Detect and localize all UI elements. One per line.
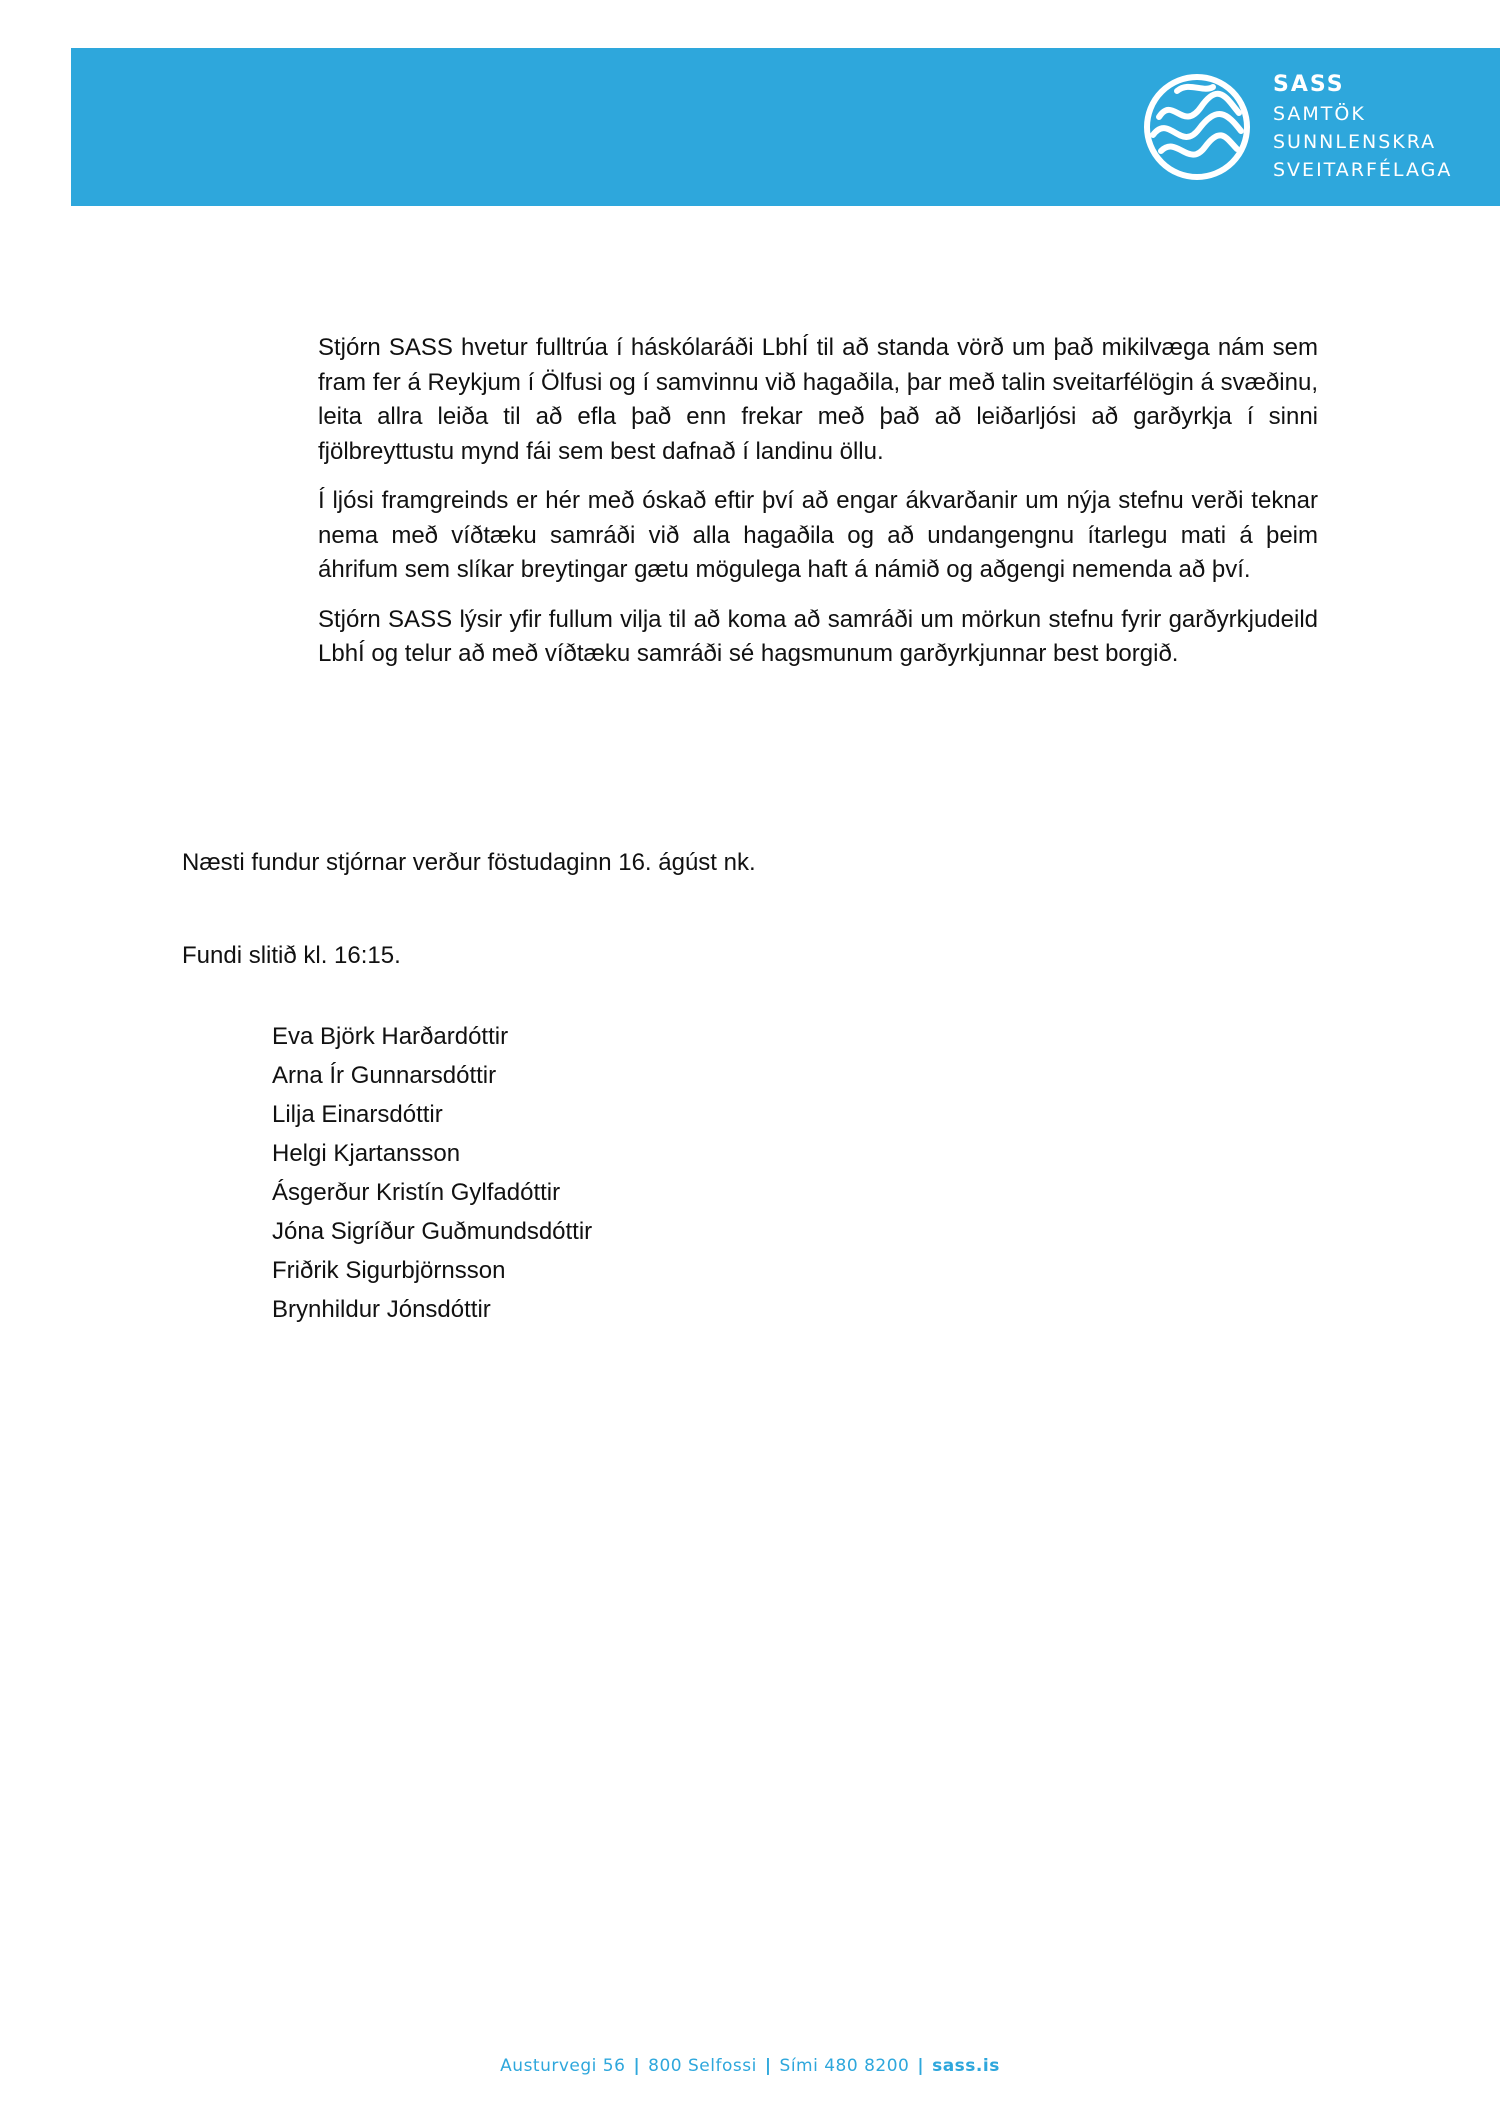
attendee-name: Friðrik Sigurbjörnsson [272, 1257, 506, 1284]
footer-website: sass.is [932, 2056, 1000, 2076]
attendee-name: Jóna Sigríður Guðmundsdóttir [272, 1218, 593, 1245]
attendee-name: Helgi Kjartansson [272, 1140, 461, 1167]
attendee-name: Arna Ír Gunnarsdóttir [272, 1062, 497, 1089]
paragraph: Stjórn SASS hvetur fulltrúa í háskólaráði LbhÍ til að standa vörð um það mikilvæga nám sem fram fer á Reykjum í Ölfusi og í samvinnu við hagaðila, þar með talin sveitarfélögin á svæðinu, leita allra leiða til að efla það enn frekar með það að leiðarljósi að garðyrkja í sinni fjölbreyttustu mynd fái sem best dafnað í landinu öllu. [318, 334, 1318, 465]
attendee-list [272, 1017, 592, 1329]
organization-name [1273, 70, 1452, 184]
footer-separator: | [633, 2056, 641, 2076]
paragraph: Stjórn SASS lýsir yfir fullum vilja til að koma að samráði um mörkun stefnu fyrir garðyrkjudeild LbhÍ og telur að með víðtæku samráði sé hagsmunum garðyrkjunnar best borgið. [318, 605, 1318, 667]
org-name-line-2: SUNNLENSKRA [1273, 131, 1437, 153]
adjournment-note: Fundi slitið kl. 16:15. [182, 942, 401, 969]
footer-separator: | [917, 2056, 925, 2076]
paragraph: Í ljósi framgreinds er hér með óskað eftir því að engar ákvarðanir um nýja stefnu verði teknar nema með víðtæku samráði við alla hagaðila og að undangengnu ítarlegu mati á þeim áhrifum sem slíkar breytingar gætu mögulega haft á námið og aðgengi nemenda að því. [318, 487, 1318, 583]
attendee-name: Lilja Einarsdóttir [272, 1101, 443, 1128]
attendee-name: Brynhildur Jónsdóttir [272, 1296, 491, 1323]
footer-contact [0, 2056, 1500, 2076]
attendee-name: Eva Björk Harðardóttir [272, 1023, 509, 1050]
wave-circle-logo-icon [1143, 73, 1251, 181]
org-name-line-1: SAMTÖK [1273, 103, 1366, 125]
resolution-text [318, 331, 1318, 687]
brand-name: SASS [1273, 72, 1345, 97]
footer-phone: Sími 480 8200 [779, 2056, 910, 2076]
next-meeting-note: Næsti fundur stjórnar verður föstudaginn 16. ágúst nk. [182, 849, 756, 876]
footer-postcode: 800 Selfossi [648, 2056, 757, 2076]
org-name-line-3: SVEITARFÉLAGA [1273, 159, 1453, 181]
footer-separator: | [764, 2056, 772, 2076]
footer-address: Austurvegi 56 [500, 2056, 626, 2076]
attendee-name: Ásgerður Kristín Gylfadóttir [272, 1179, 561, 1206]
